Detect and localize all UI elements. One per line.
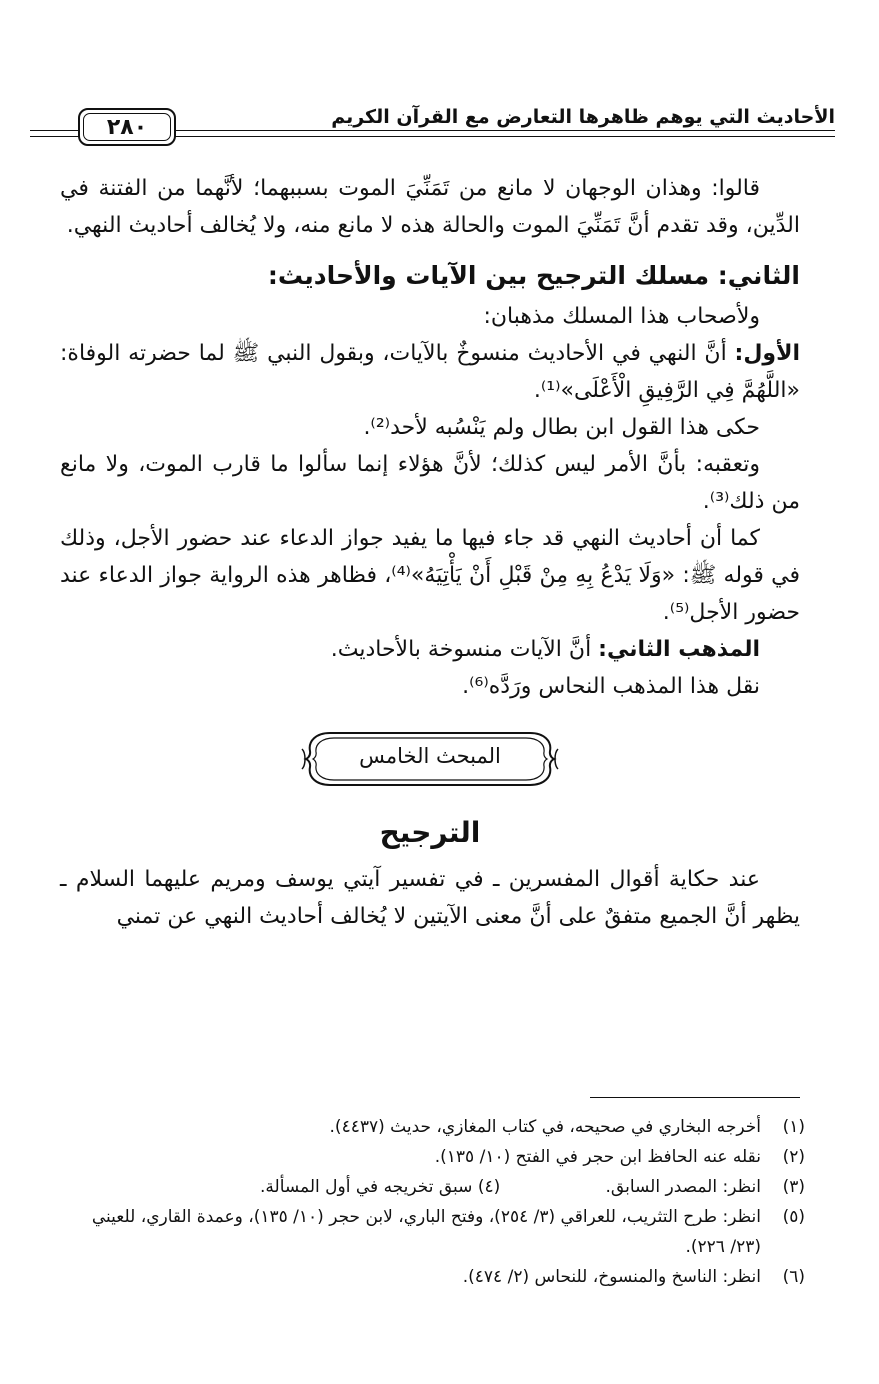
- paragraph-lead: الأول:: [734, 341, 800, 366]
- footnote-text: انظر: طرح التثريب، للعراقي (٣/ ٢٥٤)، وفتح الباري، لابن حجر (١٠/ ١٣٥)، وعمدة القاري، للعيني (٢٣/ ٢٢٦).: [91, 1207, 761, 1257]
- footnote: [60, 1262, 805, 1292]
- paragraph: ولأصحاب هذا المسلك مذهبان:: [483, 304, 760, 329]
- footnote-separator: [590, 1097, 800, 1098]
- footnote: [60, 1142, 805, 1172]
- page-number-frame: [78, 108, 176, 146]
- section-banner-label: المبحث الخامس: [359, 744, 501, 768]
- footnote-part: (٤) سبق تخريجه في أول المسألة.: [260, 1177, 501, 1197]
- paragraph: قالوا: وهذان الوجهان لا مانع من تَمَنِّيَ الموت بسببهما؛ لأنَّهما من الفتنة في الدِّين، وقد تقدم أنَّ تَمَنِّيَ الموت والحالة هذه لا مانع منه، ولا يُخالف أحاديث النهي.: [60, 176, 800, 238]
- footnote-text: انظر: الناسخ والمنسوخ، للنحاس (٢/ ٤٧٤).: [462, 1267, 761, 1287]
- footnote-number: (٦): [782, 1267, 805, 1287]
- running-header: [30, 100, 835, 152]
- footnote-text: [60, 1172, 761, 1202]
- section-title: الترجيح: [379, 816, 481, 849]
- footnote: [60, 1172, 805, 1202]
- subheading: الثاني: مسلك الترجيح بين الآيات والأحاديث:: [267, 261, 800, 290]
- footnote-number: (٢): [782, 1147, 805, 1167]
- footnotes: [60, 1112, 805, 1292]
- footnote-text: أخرجه البخاري في صحيحه، في كتاب المغازي، حديث (٤٤٣٧).: [329, 1117, 761, 1137]
- body-text: [60, 170, 800, 935]
- footnote: [60, 1112, 805, 1142]
- paragraph: [60, 335, 800, 409]
- header-title: الأحاديث التي يوهم ظاهرها التعارض مع القرآن الكريم: [323, 106, 835, 128]
- paragraph-text: أنَّ الآيات منسوخة بالأحاديث.: [330, 637, 599, 662]
- paragraph: نقل هذا المذهب النحاس ورَدَّه⁽⁶⁾.: [462, 674, 760, 699]
- paragraph: عند حكاية أقوال المفسرين ـ في تفسير آيتي يوسف ومريم عليهما السلام ـ يظهر أنَّ الجميع متفقٌ على أنَّ معنى الآيتين لا يُخالف أحاديث النهي عن تمني: [60, 867, 800, 929]
- footnote: [60, 1202, 805, 1262]
- paragraph: حكى هذا القول ابن بطال ولم يَنْسُبه لأحد⁽²⁾.: [363, 415, 760, 440]
- footnote-number: (٣): [782, 1177, 805, 1197]
- footnote-text: نقله عنه الحافظ ابن حجر في الفتح (١٠/ ١٣٥).: [434, 1147, 761, 1167]
- footnote-number: (٥): [782, 1207, 805, 1227]
- footnote-part: انظر: المصدر السابق.: [605, 1177, 761, 1197]
- paragraph: وتعقبه: بأنَّ الأمر ليس كذلك؛ لأنَّ هؤلاء إنما سألوا ما قارب الموت، ولا مانع من ذلك⁽³⁾.: [60, 452, 800, 514]
- paragraph: [60, 631, 800, 668]
- paragraph-text: أنَّ النهي في الأحاديث منسوخٌ بالآيات، وبقول النبي ﷺ لما حضرته الوفاة: «اللَّهُمَّ فِي الرَّفِيقِ الْأَعْلَى»⁽¹⁾.: [60, 341, 800, 403]
- paragraph: كما أن أحاديث النهي قد جاء فيها ما يفيد جواز الدعاء عند حضور الأجل، وذلك في قوله ﷺ: «وَلَا يَدْعُ بِهِ مِنْ قَبْلِ أَنْ يَأْتِيَهُ»⁽⁴⁾، فظاهر هذه الرواية جواز الدعاء عند حضور الأجل⁽⁵⁾.: [60, 526, 800, 625]
- section-banner: [300, 727, 560, 791]
- footnote-number: (١): [782, 1117, 805, 1137]
- section-banner-wrap: [60, 723, 800, 807]
- page-number: ٢٨٠: [83, 113, 171, 141]
- paragraph-lead: المذهب الثاني:: [598, 637, 760, 662]
